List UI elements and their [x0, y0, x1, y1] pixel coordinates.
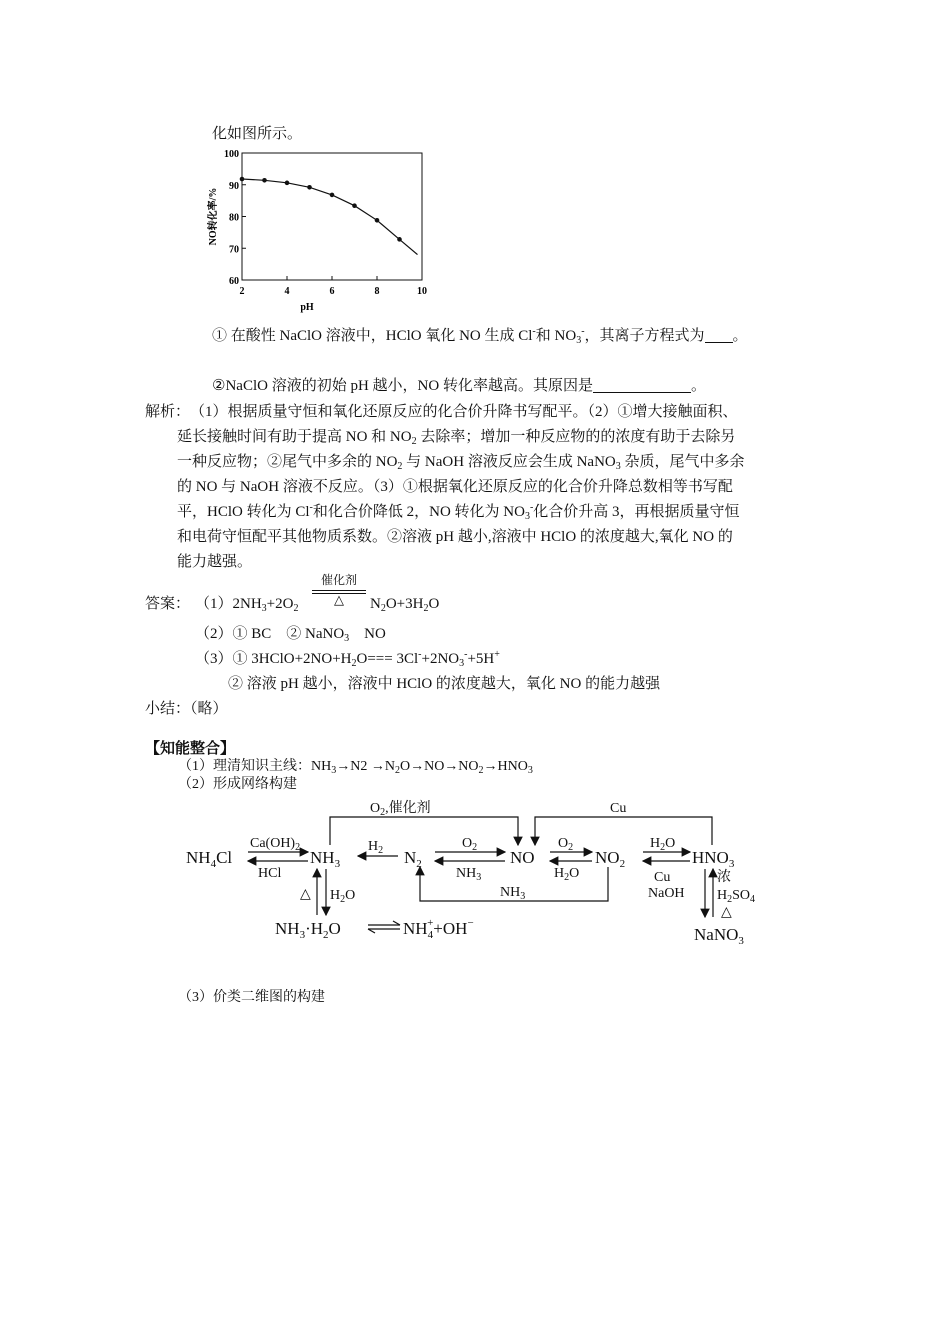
- species-nh3-h2o: $NH_3\cdot H_2O$: [275, 919, 341, 941]
- species-n2: $N_2$: [404, 848, 422, 870]
- data-point: [240, 177, 245, 182]
- analysis-line: 平，HClO 转化为 Cl-和化合价降低 2，NO 转化为 $NO_3^-$化合价升高 3，再根据质量守恒: [177, 502, 740, 522]
- question-1: ① 在酸性 NaClO 溶液中，HClO 氧化 NO 生成 Cl-和 $NO_3^-$，其离子方程式为 。: [212, 326, 748, 346]
- integration-item-2: （2）形成网络构建: [178, 777, 297, 792]
- catalyst-label: 催化剂: [320, 573, 357, 587]
- answer-3: （3）① $3HClO+2NO+H_2O=== 3Cl^-+2NO_3^-+5H^+$: [195, 649, 500, 669]
- x-tick-label: 8: [374, 286, 380, 297]
- answer-1: $(1)2NH_3+2O_2$: [195, 596, 299, 614]
- x-tick-label: 6: [329, 286, 335, 297]
- section-title: 【知能整合】: [145, 741, 236, 757]
- data-point: [375, 218, 380, 223]
- label-naoh: NaOH: [648, 886, 685, 901]
- label-nong: 浓: [717, 870, 731, 885]
- answer-2: （2）① BC ② NaNO$_3$ NO: [195, 626, 386, 644]
- nitrogen-network-diagram: [180, 795, 780, 955]
- integration-item-3: （3）价类二维图的构建: [178, 990, 325, 1005]
- analysis-label: 解析：: [145, 404, 191, 420]
- question-2: ②NaClO 溶液的初始 pH 越小，NO 转化率越高。其原因是 。: [212, 378, 706, 394]
- x-tick-label: 10: [417, 286, 427, 297]
- label-hcl: HCl: [258, 866, 282, 881]
- species-no2: $NO_2$: [595, 848, 626, 870]
- species-nh4cl: $NH_4Cl$: [186, 848, 233, 870]
- species-hno3: $HNO_3$: [692, 848, 735, 870]
- x-tick-label: 2: [239, 286, 245, 297]
- y-tick-label: 70: [229, 244, 239, 256]
- label-o2-no-no2: $O_2$: [558, 836, 574, 853]
- answer-1-product: $N_2O+3H_2O$: [370, 596, 440, 614]
- analysis-line: 能力越强。: [177, 554, 253, 570]
- analysis-line: 一种反应物；②尾气中多余的 $NO_2$ 与 NaOH 溶液反应会生成 NaNO$_3$ 杂质，尾气中多余: [177, 454, 745, 472]
- series-line: [242, 179, 418, 255]
- label-h2o-no2-hno3: $H_2O$: [650, 836, 676, 853]
- label-heat-h2so4: △: [721, 905, 732, 920]
- answer-4: ② 溶液 pH 越小，溶液中 HClO 的浓度越大，氧化 NO 的能力越强: [228, 676, 661, 692]
- answer-blank[interactable]: [705, 327, 733, 343]
- y-axis-label: NO转化率/%: [208, 187, 219, 246]
- label-cu-bottom: Cu: [654, 870, 671, 885]
- data-point: [397, 237, 402, 242]
- label-heat-nh3: △: [300, 887, 311, 902]
- y-tick-label: 100: [224, 149, 239, 160]
- label-nh3-no-n2: $NH_3$: [456, 866, 482, 883]
- label-h2so4: $H_2SO_4$: [717, 888, 756, 905]
- analysis-line: 延长接触时间有助于提高 NO 和 $NO_2$ 去除率；增加一种反应物的的浓度有助于去除另: [177, 429, 736, 447]
- species-no: NO: [510, 848, 535, 867]
- y-tick-label: 60: [229, 276, 239, 287]
- label-caoh2: $Ca(OH)_2$: [250, 836, 301, 853]
- label-cu-top: Cu: [610, 801, 627, 816]
- x-tick-label: 4: [284, 286, 290, 297]
- x-axis-label: pH: [300, 302, 314, 313]
- analysis-line: 和电荷守恒配平其他物质系数。②溶液 pH 越小,溶液中 HClO 的浓度越大,氧化 NO 的: [177, 529, 733, 545]
- intro-text: 化如图所示。: [212, 126, 303, 142]
- label-h2: $H_2$: [368, 839, 384, 856]
- data-point: [285, 181, 290, 186]
- data-point: [352, 203, 357, 208]
- label-h2o-nh3: $H_2O$: [330, 888, 356, 905]
- integration-item-1: （1）理清知识主线：$NH_3\to N2 \to N_2O\to NO\to NO_2\to HNO_3$: [178, 759, 533, 776]
- analysis-line: 的 NO 与 NaOH 溶液不反应。（3）①根据氧化还原反应的化合价升降总数相等书写配: [177, 479, 733, 495]
- label-o2-n2-no: $O_2$: [462, 836, 478, 853]
- data-point: [330, 193, 335, 198]
- y-tick-label: 90: [229, 180, 239, 192]
- answer-blank[interactable]: [593, 377, 691, 393]
- label-o2-catalyst: $O_2$,催化剂: [370, 801, 431, 818]
- y-tick-label: 80: [229, 212, 239, 224]
- heat-symbol: △: [334, 592, 344, 607]
- species-nh3: $NH_3$: [310, 848, 341, 870]
- label-nh3-bottom-loop: $NH_3$: [500, 885, 526, 902]
- data-point: [307, 185, 312, 190]
- species-nh4-oh: $NH_4++OH^-$: [403, 917, 474, 941]
- analysis-line: （1）根据质量守恒和氧化还原反应的化合价升降书写配平。（2）①增大接触面积、: [190, 404, 738, 420]
- plot-frame: [242, 153, 422, 280]
- label-h2o-no2-no: $H_2O$: [554, 866, 580, 883]
- data-point: [262, 178, 267, 183]
- answer-label: 答案：: [145, 596, 191, 612]
- no-conversion-chart: [195, 140, 445, 320]
- species-nano3: NaNO$_3$: [694, 925, 744, 947]
- arrow-nh3-to-no-top: [330, 817, 518, 845]
- summary: 小结：（略）: [145, 701, 228, 717]
